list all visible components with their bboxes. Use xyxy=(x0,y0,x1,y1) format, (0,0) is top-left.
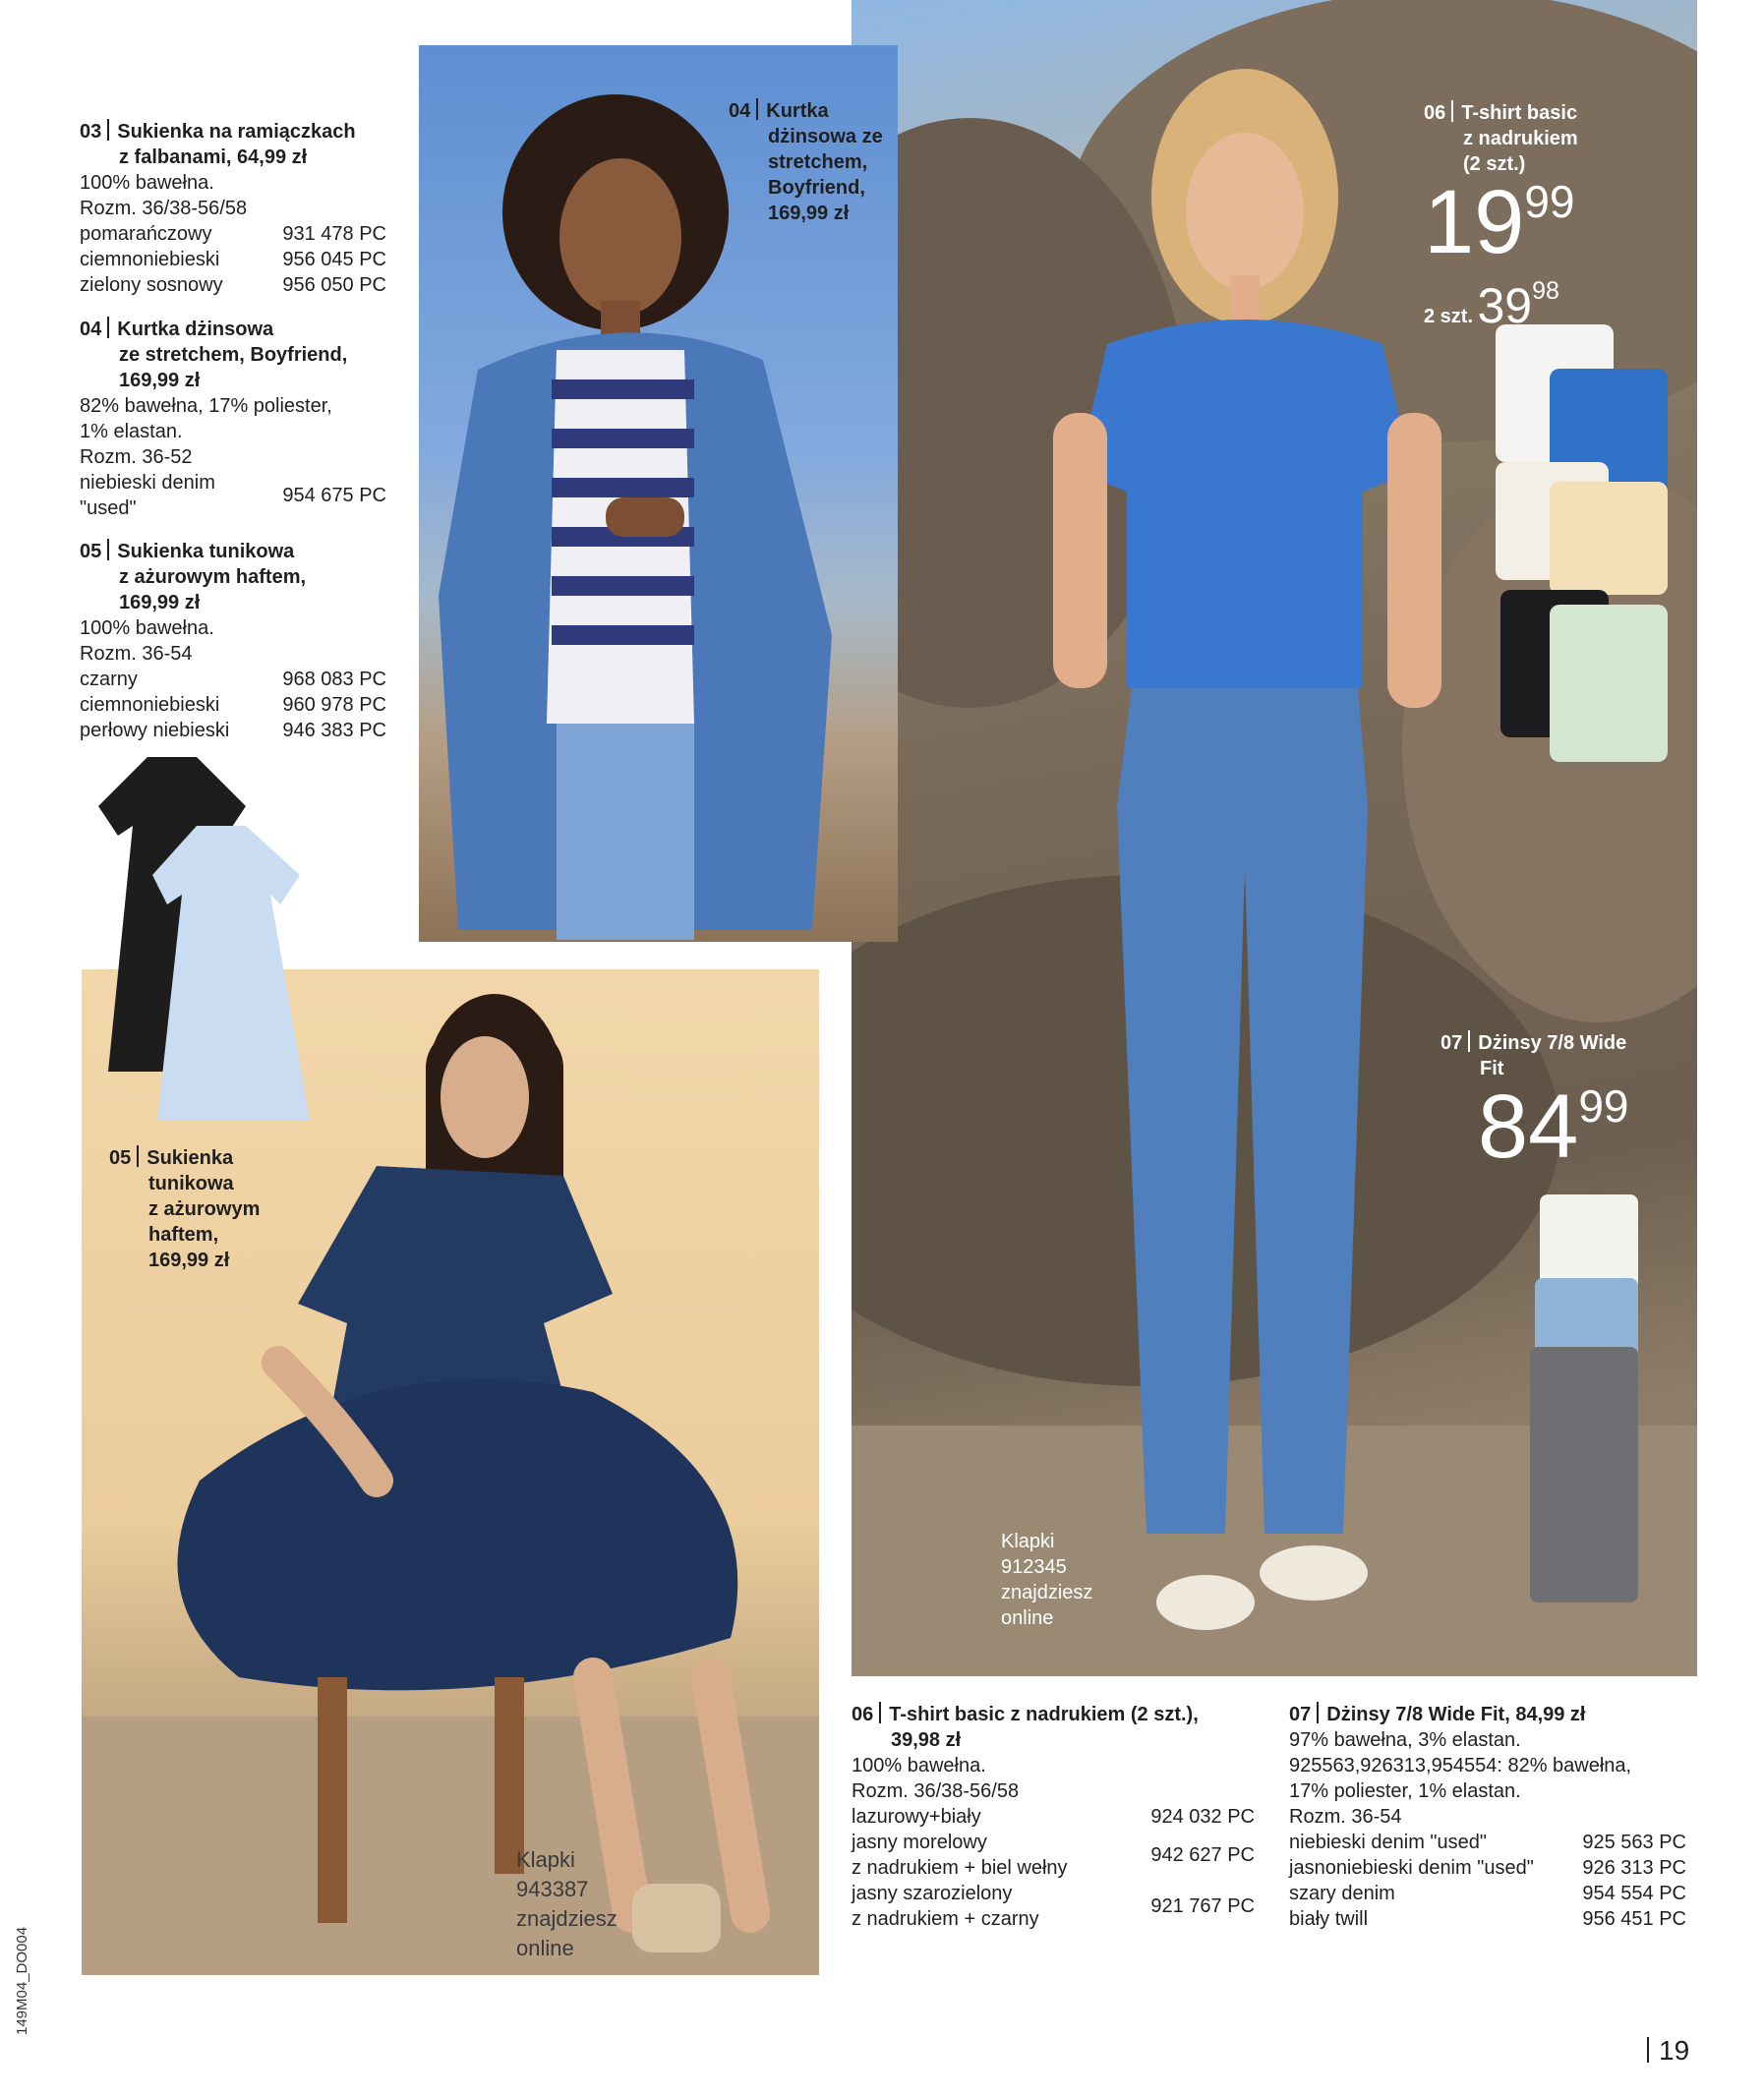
variant-name: niebieski denim "used" xyxy=(1289,1832,1487,1853)
variant-code: 954 554 PC xyxy=(1582,1883,1686,1904)
jacket-label xyxy=(729,98,886,226)
jeans-label-number: 07 xyxy=(1441,1032,1463,1054)
variant-name: szary denim xyxy=(1289,1883,1395,1904)
divider xyxy=(1647,2037,1649,2063)
variant-name: jasnoniebieski denim "used" xyxy=(1289,1857,1534,1879)
variant-code: 960 978 PC xyxy=(282,694,386,716)
sandals-note-line: online xyxy=(516,1936,574,1960)
variant-row xyxy=(80,667,386,692)
variant-name-line2: z nadrukiem + biel wełny xyxy=(852,1857,1068,1879)
bottom-jeans-desc1: 97% bawełna, 3% elastan. xyxy=(1289,1729,1521,1751)
variant-name-line1: niebieski denim xyxy=(80,472,215,494)
tshirt-label xyxy=(1424,100,1601,177)
item05-title-line1: Sukienka tunikowa xyxy=(117,541,295,562)
sandals-note-line: online xyxy=(1001,1607,1054,1629)
jacket-label-line: Boyfriend, xyxy=(768,177,865,199)
sandals-note-line: Klapki xyxy=(516,1847,575,1872)
sandals-note-beach xyxy=(1001,1529,1092,1631)
tshirt-pair-price xyxy=(1424,277,1559,334)
jacket-label-line: Kurtka xyxy=(766,100,829,122)
jacket-label-line: dżinsowa ze xyxy=(768,126,883,147)
divider xyxy=(756,98,758,120)
item03-desc2: Rozm. 36/38-56/58 xyxy=(80,198,248,219)
bottom-tshirt-desc2: Rozm. 36/38-56/58 xyxy=(852,1780,1020,1802)
item04-title-line2: ze stretchem, Boyfriend, xyxy=(119,344,348,366)
variant-row xyxy=(1289,1855,1686,1881)
variant-name: ciemnoniebieski xyxy=(80,694,220,716)
variant-code: 924 032 PC xyxy=(1150,1806,1255,1828)
variant-row xyxy=(1289,1881,1686,1906)
price-main: 19 xyxy=(1424,172,1525,272)
divider xyxy=(107,119,109,141)
variant-row xyxy=(852,1830,1255,1881)
variant-name: czarny xyxy=(80,669,138,690)
variant-row xyxy=(1289,1906,1686,1932)
variant-row xyxy=(852,1881,1255,1932)
dress-label-line: Sukienka xyxy=(147,1147,234,1169)
price-main: 84 xyxy=(1478,1077,1579,1177)
dress-label xyxy=(109,1145,296,1273)
variant-code: 956 451 PC xyxy=(1582,1908,1686,1930)
bottom-jeans-block xyxy=(1289,1702,1686,1932)
item04-desc1: 82% bawełna, 17% poliester, xyxy=(80,395,332,417)
item05-desc1: 100% bawełna. xyxy=(80,617,214,639)
tshirt-label-line: (2 szt.) xyxy=(1463,153,1526,175)
variant-name: pomarańczowy xyxy=(80,223,212,245)
variant-row xyxy=(80,470,386,521)
tshirt-price xyxy=(1424,172,1575,272)
tshirt-label-line: T-shirt basic xyxy=(1461,102,1578,124)
item04-desc3: Rozm. 36-52 xyxy=(80,446,193,468)
variant-name xyxy=(852,1881,1039,1932)
dress-label-line: haftem, xyxy=(148,1224,219,1246)
jeans-label-line: Dżinsy 7/8 Wide xyxy=(1478,1032,1627,1054)
dress-label-number: 05 xyxy=(109,1147,132,1169)
variant-name-line1: jasny morelowy xyxy=(852,1832,987,1853)
variant-name: ciemnoniebieski xyxy=(80,249,220,270)
dress-label-line: tunikowa xyxy=(148,1173,234,1194)
jeans-label-line: Fit xyxy=(1480,1058,1504,1079)
jacket-label-line: 169,99 zł xyxy=(768,203,850,224)
variant-row xyxy=(80,272,386,298)
variant-name xyxy=(852,1830,1068,1881)
variant-code: 926 313 PC xyxy=(1582,1857,1686,1879)
divider xyxy=(1451,100,1453,122)
sandals-note-line: znajdziesz xyxy=(516,1906,617,1931)
bottom-jeans-title: Dżinsy 7/8 Wide Fit, 84,99 zł xyxy=(1326,1704,1586,1725)
item05-title-line3: 169,99 zł xyxy=(119,592,201,613)
sandals-note-line: 943387 xyxy=(516,1877,589,1901)
tshirt-label-line: z nadrukiem xyxy=(1463,128,1578,149)
item03-number: 03 xyxy=(80,121,102,143)
divider xyxy=(1468,1030,1470,1052)
page-number-wrapper xyxy=(1647,2035,1689,2067)
item05-title-line2: z ażurowym haftem, xyxy=(119,566,307,588)
pair-cents: 98 xyxy=(1532,277,1559,305)
bottom-jeans-desc4: Rozm. 36-54 xyxy=(1289,1806,1402,1828)
pair-prefix: 2 szt. xyxy=(1424,306,1474,327)
variant-name xyxy=(80,470,215,521)
divider xyxy=(107,539,109,560)
bottom-jeans-number: 07 xyxy=(1289,1704,1312,1725)
variant-code: 931 478 PC xyxy=(282,223,386,245)
jeans-label xyxy=(1441,1030,1667,1081)
bottom-tshirt-title-line2: 39,98 zł xyxy=(891,1729,962,1751)
item04-title-line3: 169,99 zł xyxy=(119,370,201,391)
bottom-tshirt-block xyxy=(852,1702,1255,1932)
variant-code: 954 675 PC xyxy=(282,485,386,506)
sandals-note-dress xyxy=(516,1845,617,1963)
divider xyxy=(137,1145,139,1167)
item03-block xyxy=(80,119,386,298)
item03-title-line2: z falbanami, 64,99 zł xyxy=(119,146,308,168)
variant-row xyxy=(80,718,386,743)
price-cents: 99 xyxy=(1524,176,1575,228)
variant-code: 968 083 PC xyxy=(282,669,386,690)
sandals-note-line: znajdziesz xyxy=(1001,1582,1093,1603)
variant-name: perłowy niebieski xyxy=(80,720,230,741)
item05-desc2: Rozm. 36-54 xyxy=(80,643,193,665)
dress-cutouts xyxy=(98,747,324,1140)
item05-number: 05 xyxy=(80,541,102,562)
dress-label-line: 169,99 zł xyxy=(148,1250,230,1271)
item03-title-line1: Sukienka na ramiączkach xyxy=(117,121,356,143)
page-number: 19 xyxy=(1659,2035,1690,2066)
variant-name-line2: "used" xyxy=(80,497,137,519)
item05-block xyxy=(80,539,386,743)
dress-label-line: z ażurowym xyxy=(148,1198,261,1220)
variant-name: lazurowy+biały xyxy=(852,1806,981,1828)
variant-name-line1: jasny szarozielony xyxy=(852,1883,1013,1904)
variant-code: 956 050 PC xyxy=(282,274,386,296)
variant-row xyxy=(852,1804,1255,1830)
item04-desc2: 1% elastan. xyxy=(80,421,183,442)
divider xyxy=(107,317,109,338)
tshirt-label-number: 06 xyxy=(1424,102,1446,124)
variant-code: 925 563 PC xyxy=(1582,1832,1686,1853)
divider xyxy=(1317,1702,1319,1723)
variant-code: 942 627 PC xyxy=(1150,1844,1255,1866)
bottom-tshirt-desc1: 100% bawełna. xyxy=(852,1755,986,1777)
jacket-label-number: 04 xyxy=(729,100,751,122)
pair-main: 39 xyxy=(1477,278,1533,333)
bottom-jeans-desc3: 17% poliester, 1% elastan. xyxy=(1289,1780,1521,1802)
variant-code: 956 045 PC xyxy=(282,249,386,270)
item04-title-line1: Kurtka dżinsowa xyxy=(117,319,274,340)
variant-name: biały twill xyxy=(1289,1908,1369,1930)
variant-row xyxy=(1289,1830,1686,1855)
variant-row xyxy=(80,247,386,272)
sandals-note-line: 912345 xyxy=(1001,1556,1067,1578)
variant-row xyxy=(80,692,386,718)
price-cents: 99 xyxy=(1578,1080,1629,1133)
jacket-label-line: stretchem, xyxy=(768,151,868,173)
jeans-price xyxy=(1478,1077,1629,1177)
variant-row xyxy=(80,221,386,247)
variant-code: 921 767 PC xyxy=(1150,1895,1255,1917)
bottom-jeans-desc2: 925563,926313,954554: 82% bawełna, xyxy=(1289,1755,1632,1777)
variant-name-line2: z nadrukiem + czarny xyxy=(852,1908,1039,1930)
bottom-tshirt-title-line1: T-shirt basic z nadrukiem (2 szt.), xyxy=(889,1704,1199,1725)
variant-code: 946 383 PC xyxy=(282,720,386,741)
sandals-note-line: Klapki xyxy=(1001,1531,1055,1552)
divider xyxy=(879,1702,881,1723)
bottom-tshirt-number: 06 xyxy=(852,1704,874,1725)
item03-desc1: 100% bawełna. xyxy=(80,172,214,194)
variant-name: zielony sosnowy xyxy=(80,274,223,296)
side-code: 149M04_DO004 xyxy=(14,1926,30,2035)
item04-number: 04 xyxy=(80,319,102,340)
item04-block xyxy=(80,317,386,521)
